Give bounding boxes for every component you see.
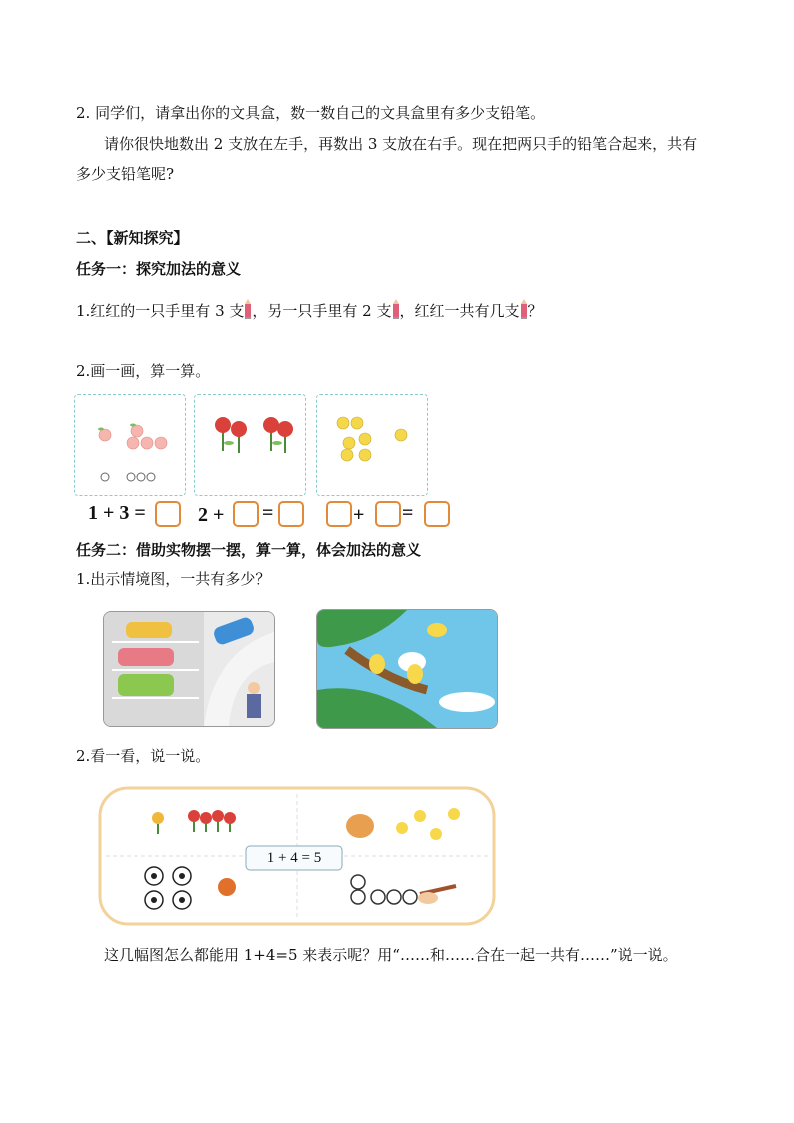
equation-label: 1 + 4 = 5 xyxy=(266,850,322,866)
equation-2-left: 2 + xyxy=(198,504,225,526)
equation-3-plus: + xyxy=(353,504,365,526)
answer-box[interactable] xyxy=(233,501,259,527)
task1-question-2: 2.画一画，算一算。 xyxy=(76,362,211,380)
equation-1: 1 + 3 = xyxy=(88,502,146,524)
answer-box[interactable] xyxy=(278,501,304,527)
task1-title: 任务一：探究加法的意义 xyxy=(76,260,242,278)
closing-question: 这几幅图怎么都能用 1+4=5 来表示呢？用“……和……合在一起一共有……”说一说。 xyxy=(104,946,678,964)
task2-title: 任务二：借助实物摆一摆，算一算，体会加法的意义 xyxy=(76,541,422,559)
instruction-paragraph-cont: 多少支铅笔呢? xyxy=(76,165,175,183)
peach-card xyxy=(74,394,186,496)
answer-box[interactable] xyxy=(375,501,401,527)
chick-illustration xyxy=(317,395,427,495)
section-heading: 二、【新知探究】 xyxy=(76,229,189,247)
bird-scene-image xyxy=(316,609,498,729)
flower-illustration xyxy=(195,395,305,495)
flower-card xyxy=(194,394,306,496)
pencil-icon xyxy=(393,299,399,319)
answer-box[interactable] xyxy=(326,501,352,527)
car-scene-image xyxy=(103,611,275,727)
answer-box[interactable] xyxy=(155,501,181,527)
composite-picture xyxy=(98,786,496,926)
equation-3-equals: = xyxy=(402,502,414,524)
chick-card xyxy=(316,394,428,496)
pencil-icon xyxy=(245,299,251,319)
task2-question-1: 1.出示情境图，一共有多少？ xyxy=(76,570,271,588)
pencil-icon xyxy=(521,299,527,319)
bird-scene-illustration xyxy=(317,610,497,728)
question-2: 2. 同学们，请拿出你的文具盒，数一数自己的文具盒里有多少支铅笔。 xyxy=(76,104,546,122)
car-scene-illustration xyxy=(104,612,274,726)
answer-box[interactable] xyxy=(424,501,450,527)
instruction-paragraph: 请你很快地数出 2 支放在左手，再数出 3 支放在右手。现在把两只手的铅笔合起来，共有 xyxy=(104,135,698,153)
task1-question-1: 1.红红的一只手里有 3 支 ，另一只手里有 2 支 ，红红一共有几支 ？ xyxy=(76,299,543,321)
equation-2-equals: = xyxy=(262,502,274,524)
peach-illustration xyxy=(75,395,185,495)
task2-question-2: 2.看一看，说一说。 xyxy=(76,747,211,765)
